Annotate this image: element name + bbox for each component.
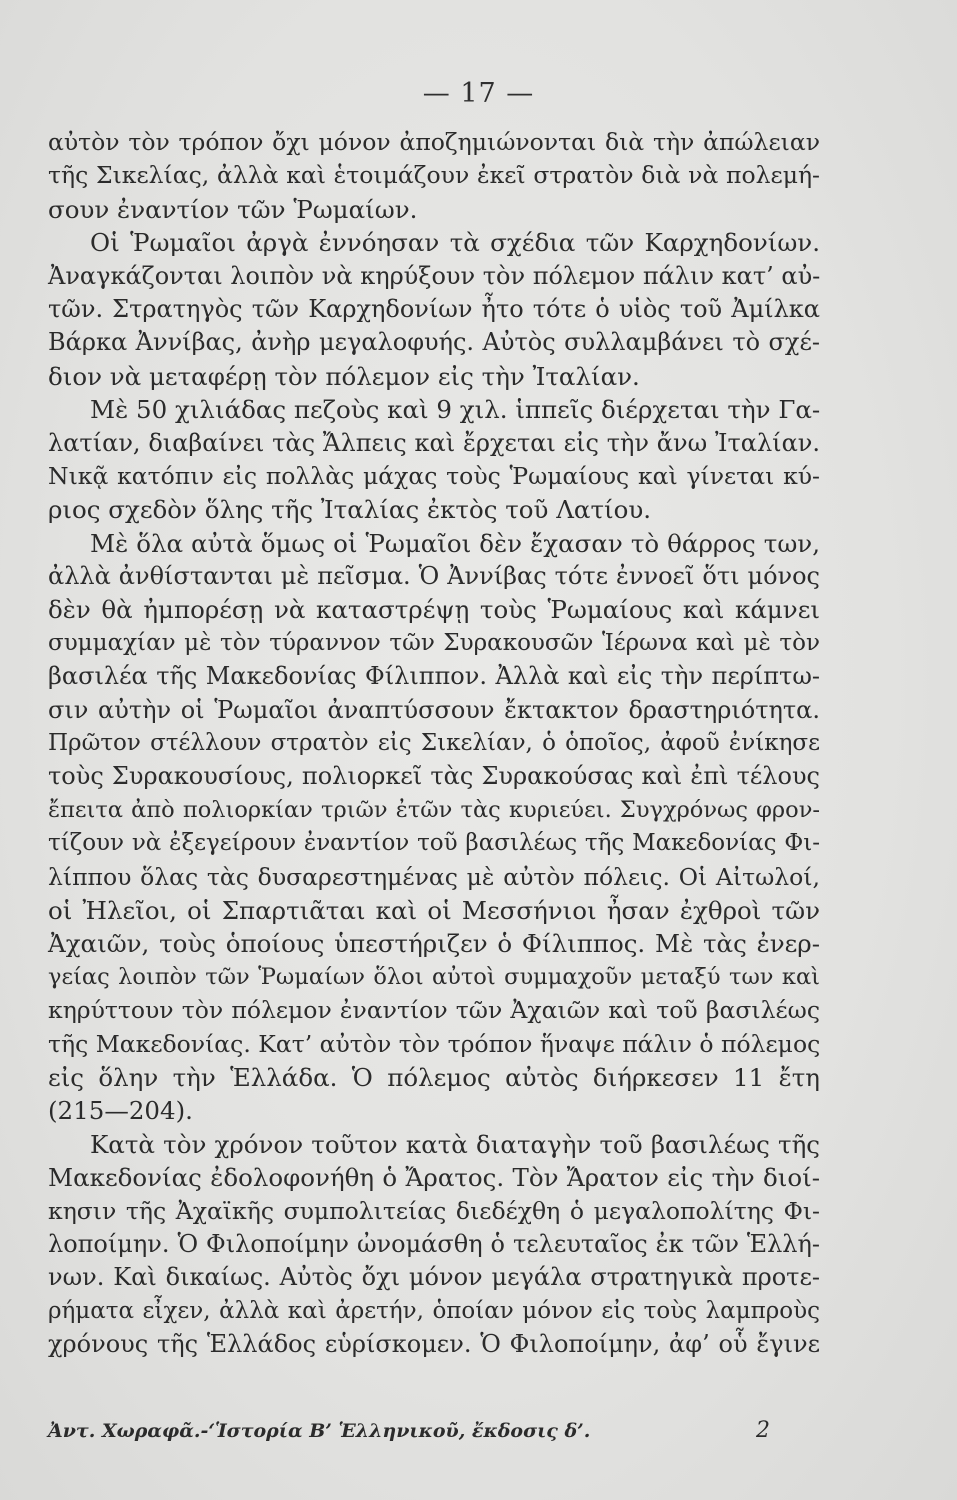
text-line: νων. Καὶ δικαίως. Αὐτὸς ὄχι μόνον μεγάλα στρατηγικὰ προτε-: [48, 1263, 820, 1292]
text-line: χρόνους τῆς Ἑλλάδος εὑρίσκομεν. Ὁ Φιλοποίμην, ἀφ’ οὗ ἔγινε: [48, 1330, 820, 1359]
footer-credit: Ἀντ. Χωραφᾶ.-‘Ἱστορία Β’ Ἑλληνικοῦ, ἔκδοσις δ’.: [48, 1420, 591, 1442]
text-line: κηρύττουν τὸν πόλεμον ἐναντίον τῶν Ἀχαιῶν καὶ τοῦ βασιλέως: [48, 996, 820, 1025]
text-line: τοὺς Συρακουσίους, πολιορκεῖ τὰς Συρακούσας καὶ ἐπὶ τέλους: [48, 762, 820, 791]
text-line: εἰς ὅλην τὴν Ἑλλάδα. Ὁ πόλεμος αὐτὸς διήρκεσεν 11 ἔτη: [48, 1062, 820, 1092]
text-line: Κατὰ τὸν χρόνον τοῦτον κατὰ διαταγὴν τοῦ βασιλέως τῆς: [90, 1129, 820, 1159]
page-footer: [48, 1420, 820, 1450]
text-line: Μακεδονίας ἐδολοφονήθη ὁ Ἄρατος. Τὸν Ἄρατον εἰς τὴν διοί-: [48, 1163, 820, 1193]
text-line: Μὲ 50 χιλιάδας πεζοὺς καὶ 9 χιλ. ἱππεῖς διέρχεται τὴν Γα-: [90, 395, 821, 425]
text-line: τῆς Σικελίας, ἀλλὰ καὶ ἑτοιμάζουν ἐκεῖ στρατὸν διὰ νὰ πολεμή-: [48, 161, 820, 190]
text-line: Μὲ ὅλα αὐτὰ ὅμως οἱ Ῥωμαῖοι δὲν ἔχασαν τὸ θάρρος των,: [90, 528, 820, 558]
text-line: συμμαχίαν μὲ τὸν τύραννον τῶν Συρακουσῶν Ἱέρωνα καὶ μὲ τὸν: [48, 629, 820, 656]
text-line: σιν αὐτὴν οἱ Ῥωμαῖοι ἀναπτύσσουν ἔκτακτον δραστηριότητα.: [48, 695, 820, 724]
body-text: [48, 126, 820, 1361]
text-line: Ἀχαιῶν, τοὺς ὁποίους ὑπεστήριζεν ὁ Φίλιππος. Μὲ τὰς ἐνερ-: [48, 929, 820, 959]
text-line: σουν ἐναντίον τῶν Ῥωμαίων.: [48, 194, 418, 224]
text-line: αὐτὸν τὸν τρόπον ὄχι μόνον ἀποζημιώνονται διὰ τὴν ἀπώλειαν: [48, 128, 820, 156]
text-line: βασιλέα τῆς Μακεδονίας Φίλιππον. Ἀλλὰ καὶ εἰς τὴν περίπτω-: [48, 662, 820, 691]
text-line: Πρῶτον στέλλουν στρατὸν εἰς Σικελίαν, ὁ ὁποῖος, ἀφοῦ ἐνίκησε: [48, 730, 820, 757]
text-line: Βάρκα Ἀννίβας, ἀνὴρ μεγαλοφυής. Αὐτὸς συλλαμβάνει τὸ σχέ-: [48, 328, 820, 357]
text-line: οἱ Ἠλεῖοι, οἱ Σπαρτιᾶται καὶ οἱ Μεσσήνιοι ἦσαν ἐχθροὶ τῶν: [48, 895, 820, 925]
text-line: Νικᾷ κατόπιν εἰς πολλὰς μάχας τοὺς Ῥωμαίους καὶ γίνεται κύ-: [48, 461, 820, 490]
text-line: (215—204).: [48, 1096, 193, 1126]
text-line: ρήματα εἶχεν, ἀλλὰ καὶ ἀρετήν, ὁποίαν μόνον εἰς τοὺς λαμπροὺς: [48, 1297, 820, 1324]
text-line: τῶν. Στρατηγὸς τῶν Καρχηδονίων ἦτο τότε ὁ υἱὸς τοῦ Ἀμίλκα: [48, 294, 820, 323]
text-line: κησιν τῆς Ἀχαϊκῆς συμπολιτείας διεδέχθη ὁ μεγαλοπολίτης Φι-: [48, 1196, 820, 1225]
text-line: λατίαν, διαβαίνει τὰς Ἄλπεις καὶ ἔρχεται εἰς τὴν ἄνω Ἰταλίαν.: [48, 428, 820, 457]
text-line: λίππου ὅλας τὰς δυσαρεστημένας μὲ αὐτὸν πόλεις. Οἱ Αἰτωλοί,: [48, 862, 820, 891]
text-line: ἀλλὰ ἀνθίστανται μὲ πεῖσμα. Ὁ Ἀννίβας τότε ἐννοεῖ ὅτι μόνος: [48, 562, 820, 591]
text-line: ριος σχεδὸν ὅλης τῆς Ἰταλίας ἐκτὸς τοῦ Λατίου.: [48, 495, 652, 525]
text-line: λοποίμην. Ὁ Φιλοποίμην ὠνομάσθη ὁ τελευταῖος ἐκ τῶν Ἑλλή-: [48, 1229, 820, 1258]
text-line: τίζουν νὰ ἐξεγείρουν ἐναντίον τοῦ βασιλέως τῆς Μακεδονίας Φι-: [48, 830, 820, 857]
text-line: γείας λοιπὸν τῶν Ῥωμαίων ὅλοι αὐτοὶ συμμαχοῦν μεταξύ των καὶ: [48, 963, 820, 990]
text-line: Οἱ Ῥωμαῖοι ἀργὰ ἐννόησαν τὰ σχέδια τῶν Καρχηδονίων.: [90, 228, 820, 258]
signature-mark: 2: [756, 1418, 770, 1443]
page-number: — 17 —: [422, 78, 535, 109]
text-line: τῆς Μακεδονίας. Κατ’ αὐτὸν τὸν τρόπον ἥναψε πάλιν ὁ πόλεμος: [48, 1029, 821, 1058]
text-line: ἔπειτα ἀπὸ πολιορκίαν τριῶν ἐτῶν τὰς κυριεύει. Συγχρόνως φρον-: [48, 796, 820, 823]
text-line: διον νὰ μεταφέρῃ τὸν πόλεμον εἰς τὴν Ἰταλίαν.: [48, 361, 640, 391]
text-line: δὲν θὰ ἠμπορέσῃ νὰ καταστρέψῃ τοὺς Ῥωμαίους καὶ κάμνει: [48, 595, 820, 625]
text-line: Ἀναγκάζονται λοιπὸν νὰ κηρύξουν τὸν πόλεμον πάλιν κατ’ αὐ-: [48, 261, 821, 290]
